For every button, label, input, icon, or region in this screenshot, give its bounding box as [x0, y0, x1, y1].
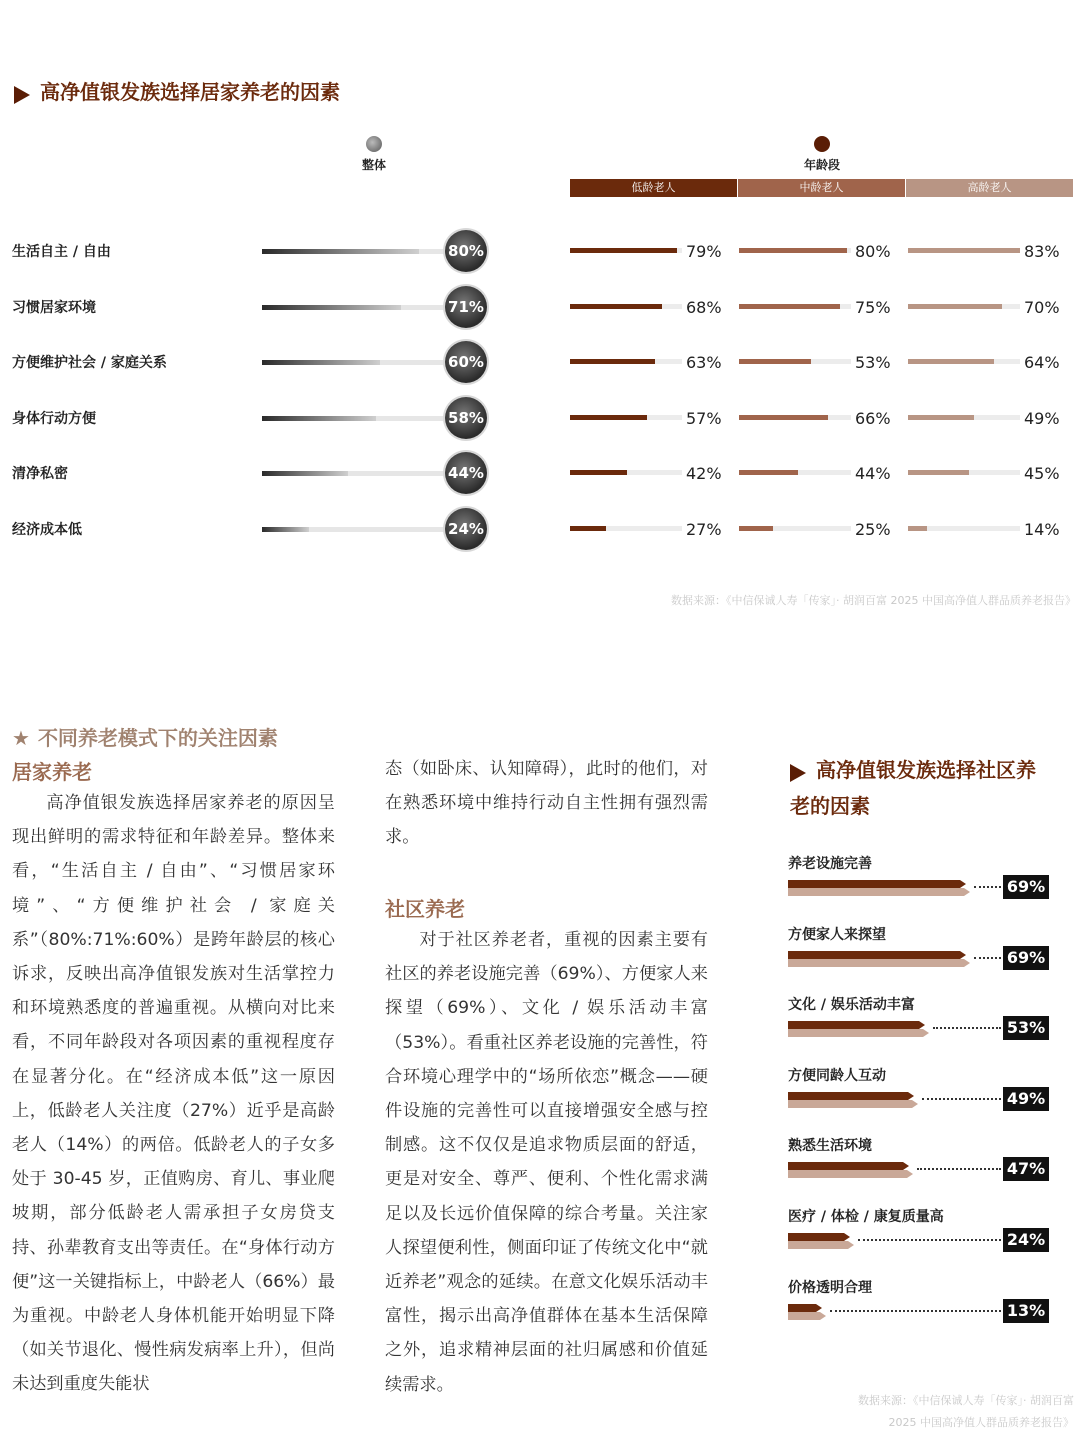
- overall-value-badge: 71%: [445, 286, 487, 328]
- age-value-label: 79%: [686, 242, 722, 261]
- community-paragraph: 对于社区养老者，重视的因素主要有社区的养老设施完善（69%）、方便家人来探望（69%）、文化 / 娱乐活动丰富（53%）。看重社区养老设施的完善性，符合环境心理学中的“场所依恋”概念——硬件设施的完善性可以直接增强安全感与控制感。这不仅仅是追求物质层面的舒适，更是对安全、尊严、便利、个性化需求满足以及长远价值保障的综合考量。关注家人探望便利性，侧面印证了传统文化中“就近养老”观念的延续。在意文化娱乐活动丰富性，揭示出高净值群体在基本生活保障之外，追求精神层面的社归属感和价值延续需求。: [385, 930, 708, 1395]
- overall-value-badge: 80%: [445, 230, 487, 272]
- play-triangle-icon: [790, 764, 806, 782]
- age-value-label: 25%: [855, 520, 891, 539]
- community-heading: 社区养老: [385, 897, 465, 921]
- overall-bar: [262, 249, 419, 254]
- community-row-label: 方便同龄人互动: [788, 1068, 886, 1084]
- age-value-label: 75%: [855, 298, 891, 317]
- community-leader-dots: [858, 1239, 1001, 1241]
- community-leader-dots: [922, 1098, 1001, 1100]
- community-chart-title: 高净值银发族选择社区养 老的因素: [790, 758, 1036, 818]
- community-value-badge: 69%: [1003, 875, 1049, 899]
- star-icon: ★: [12, 726, 30, 750]
- community-leader-dots: [974, 957, 1001, 959]
- age-value-label: 27%: [686, 520, 722, 539]
- overall-value-badge: 58%: [445, 397, 487, 439]
- play-triangle-icon: [14, 86, 30, 104]
- community-bar-shadow: [788, 1241, 854, 1249]
- community-bar-shadow: [788, 888, 970, 896]
- age-value-label: 80%: [855, 242, 891, 261]
- community-leader-dots: [917, 1168, 1001, 1170]
- legend-mid-age: 中龄老人: [738, 179, 905, 197]
- community-bar: [788, 1092, 914, 1100]
- community-row-label: 方便家人来探望: [788, 927, 886, 943]
- community-value-badge: 47%: [1003, 1157, 1049, 1181]
- home-paragraph-box: [12, 786, 335, 1436]
- age-value-label: 68%: [686, 298, 722, 317]
- age-bar-2: [739, 526, 773, 531]
- article-star-title: ★ 不同养老模式下的关注因素: [12, 726, 278, 750]
- age-value-label: 83%: [1024, 242, 1060, 261]
- community-bar-shadow: [788, 1170, 913, 1178]
- home-row-label: 方便维护社会 / 家庭关系: [12, 355, 167, 371]
- overall-value-badge: 44%: [445, 452, 487, 494]
- community-bar: [788, 1304, 822, 1312]
- age-bar-2: [739, 470, 798, 475]
- community-row-label: 熟悉生活环境: [788, 1138, 872, 1154]
- home-heading: 居家养老: [12, 760, 92, 784]
- legend-high-age: 高龄老人: [906, 179, 1073, 197]
- community-leader-dots: [933, 1027, 1001, 1029]
- age-value-label: 63%: [686, 353, 722, 372]
- overall-bar: [262, 360, 380, 365]
- age-value-label: 53%: [855, 353, 891, 372]
- age-value-label: 44%: [855, 464, 891, 483]
- community-chart-source: 数据来源：《中信保诚人寿「传家」· 胡润百富 2025 中国高净值人群品质养老报告》: [858, 1394, 1074, 1429]
- community-bar: [788, 1233, 850, 1241]
- community-value-badge: 69%: [1003, 946, 1049, 970]
- home-paragraph-cont: 态（如卧床、认知障碍），此时的他们，对在熟悉环境中维持行动自主性拥有强烈需求。: [385, 759, 708, 848]
- age-dot-icon: [814, 136, 830, 152]
- overall-bar: [262, 527, 309, 532]
- community-bar-shadow: [788, 1100, 918, 1108]
- community-row-label: 文化 / 娱乐活动丰富: [788, 997, 915, 1013]
- community-row-label: 价格透明合理: [788, 1280, 872, 1296]
- age-bar-1: [570, 415, 647, 420]
- overall-bar: [262, 305, 401, 310]
- age-value-label: 70%: [1024, 298, 1060, 317]
- overall-value-badge: 60%: [445, 341, 487, 383]
- legend-low-age: 低龄老人: [570, 179, 737, 197]
- age-bar-2: [739, 415, 828, 420]
- overall-label: 整体: [361, 158, 386, 172]
- age-bar-2: [739, 304, 840, 309]
- age-group-label: 年龄段: [803, 158, 840, 172]
- community-bar-shadow: [788, 1029, 929, 1037]
- community-bar: [788, 1021, 925, 1029]
- age-bar-3: [908, 415, 974, 420]
- age-bar-3: [908, 526, 927, 531]
- community-bar: [788, 951, 966, 959]
- home-paragraph-cont-box: [385, 752, 708, 855]
- community-bar: [788, 1162, 909, 1170]
- home-row-label: 身体行动方便: [12, 411, 96, 427]
- age-bar-1: [570, 470, 627, 475]
- age-value-label: 42%: [686, 464, 722, 483]
- community-paragraph-box: [385, 923, 708, 1435]
- age-bar-3: [908, 248, 1020, 253]
- home-paragraph: 高净值银发族选择居家养老的原因呈现出鲜明的需求特征和年龄差异。整体来看，“生活自主 / 自由”、“习惯居家环境”、“方便维护社会 / 家庭关系”（80%:71%:60%）是跨年龄层的核心诉求，反映出高净值银发族对生活掌控力和环境熟悉度的普遍重视。从横向对比来看，不同年龄段对各项因素的重视程度存在显著分化。在“经济成本低”这一原因上，低龄老人关注度（27%）近乎是高龄老人（14%）的两倍。低龄老人的子女多处于 30-45 岁，正值购房、育儿、事业爬坡期，部分低龄老人需承担子女房贷支持、孙辈教育支出等责任。在“身体行动方便”这一关键指标上，中龄老人（66%）最为重视。中龄老人身体机能开始明显下降（如关节退化、慢性病发病率上升），但尚未达到重度失能状: [12, 793, 335, 1395]
- home-row-label: 清净私密: [12, 466, 68, 482]
- overall-bar: [262, 471, 348, 476]
- home-chart-title: 高净值银发族选择居家养老的因素: [14, 76, 340, 105]
- age-value-label: 64%: [1024, 353, 1060, 372]
- age-bar-2: [739, 359, 811, 364]
- overall-value-badge: 24%: [445, 508, 487, 550]
- age-bar-1: [570, 248, 677, 253]
- community-bar-shadow: [788, 1312, 826, 1320]
- home-row-label: 经济成本低: [12, 522, 82, 538]
- age-value-label: 66%: [855, 409, 891, 428]
- overall-bar: [262, 416, 376, 421]
- home-row-label: 习惯居家环境: [12, 300, 96, 316]
- community-bar-shadow: [788, 959, 970, 967]
- community-value-badge: 49%: [1003, 1087, 1049, 1111]
- community-value-badge: 24%: [1003, 1228, 1049, 1252]
- age-bar-1: [570, 526, 606, 531]
- age-value-label: 57%: [686, 409, 722, 428]
- overall-dot-icon: [366, 136, 382, 152]
- age-value-label: 45%: [1024, 464, 1060, 483]
- age-bar-1: [570, 304, 662, 309]
- community-bar: [788, 880, 966, 888]
- community-leader-dots: [830, 1310, 1001, 1312]
- age-bar-3: [908, 304, 1002, 309]
- age-value-label: 14%: [1024, 520, 1060, 539]
- home-chart-source: 数据来源：《中信保诚人寿「传家」· 胡润百富 2025 中国高净值人群品质养老报告》: [671, 594, 1076, 607]
- age-bar-3: [908, 359, 994, 364]
- age-bar-2: [739, 248, 847, 253]
- community-leader-dots: [974, 886, 1001, 888]
- age-value-label: 49%: [1024, 409, 1060, 428]
- community-value-badge: 13%: [1003, 1299, 1049, 1323]
- community-row-label: 医疗 / 体检 / 康复质量高: [788, 1209, 944, 1225]
- age-bar-3: [908, 470, 969, 475]
- community-row-label: 养老设施完善: [788, 856, 872, 872]
- home-row-label: 生活自主 / 自由: [12, 244, 111, 260]
- community-value-badge: 53%: [1003, 1016, 1049, 1040]
- age-bar-1: [570, 359, 655, 364]
